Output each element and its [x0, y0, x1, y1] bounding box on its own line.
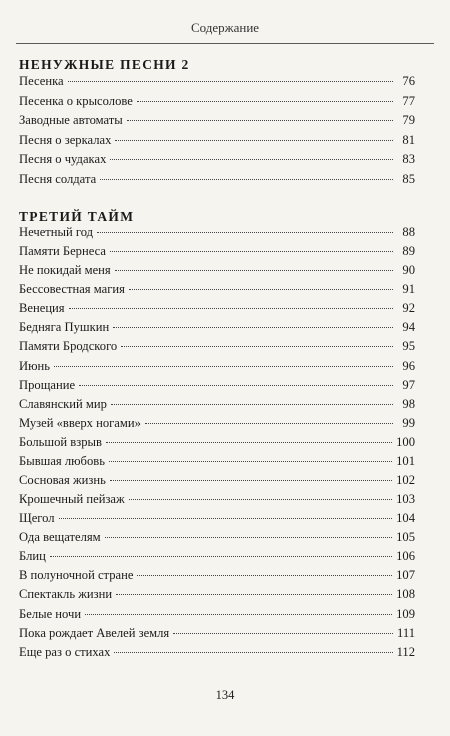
toc-entry-title: Песня солдата	[19, 171, 97, 186]
dot-leader	[68, 81, 393, 82]
toc-entry-page: 101	[396, 453, 415, 468]
toc-entry-page: 103	[396, 492, 415, 507]
dot-leader	[79, 385, 393, 386]
toc-entry-page: 77	[402, 93, 415, 108]
toc-entry	[19, 337, 415, 356]
dot-leader	[110, 251, 393, 252]
toc-entry-page: 79	[402, 113, 415, 127]
toc-entry-page: 112	[396, 644, 415, 659]
toc-entry-title: Крошечный пейзаж	[19, 492, 125, 507]
header-divider	[16, 43, 434, 44]
toc-entry-page: 83	[402, 152, 415, 166]
toc-entry-title: Музей «вверх ногами»	[19, 415, 141, 430]
dot-leader	[137, 101, 393, 102]
toc-entry-page: 92	[402, 301, 415, 316]
toc-entry-title: Бывшая любовь	[19, 453, 105, 468]
dot-leader	[110, 480, 392, 481]
toc-entry	[19, 242, 415, 261]
toc-entry-title: Песенка	[19, 74, 64, 88]
toc-entry-page: 104	[396, 511, 415, 526]
toc-list	[19, 72, 415, 189]
dot-leader	[110, 159, 393, 160]
toc-entry-title: Бедняга Пушкин	[19, 320, 110, 335]
toc-entry-page: 97	[402, 377, 415, 392]
toc-entry-page: 90	[402, 263, 415, 278]
toc-entry-page: 100	[396, 434, 415, 449]
toc-entry	[19, 318, 415, 337]
toc-entry-title: Сосновая жизнь	[19, 473, 106, 488]
dot-leader	[109, 461, 392, 462]
toc-entry	[19, 72, 415, 92]
dot-leader	[129, 289, 393, 290]
toc-entry-title: Памяти Бродского	[19, 339, 118, 354]
toc-entry-page: 99	[402, 415, 415, 430]
toc-entry	[19, 490, 415, 509]
toc-entry	[19, 624, 415, 643]
dot-leader	[145, 423, 393, 424]
toc-entry-title: Июнь	[19, 358, 50, 373]
toc-entry	[19, 357, 415, 376]
dot-leader	[121, 346, 393, 347]
running-header: Содержание	[190, 20, 260, 35]
dot-leader	[137, 575, 392, 576]
dot-leader	[100, 179, 393, 180]
toc-entry-page: 102	[396, 473, 415, 488]
toc-entry-page: 88	[402, 225, 415, 239]
toc-entry	[19, 111, 415, 131]
toc-entry-title: Заводные автоматы	[19, 113, 123, 127]
page-number: 134	[215, 688, 235, 702]
toc-entry-page: 91	[402, 282, 415, 297]
toc-entry	[19, 509, 415, 528]
toc-entry	[19, 547, 415, 566]
toc-entry-page: 108	[396, 587, 415, 602]
dot-leader	[111, 404, 393, 405]
toc-entry-title: Песенка о крысолове	[19, 93, 133, 108]
toc-entry-page: 81	[402, 132, 415, 147]
dot-leader	[115, 140, 393, 141]
toc-entry-title: Еще раз о стихах	[19, 644, 111, 659]
toc-entry-title: Памяти Бернеса	[19, 244, 106, 259]
toc-entry	[19, 605, 415, 624]
dot-leader	[115, 270, 393, 271]
dot-leader	[54, 366, 393, 367]
toc-entry-page: 111	[397, 625, 415, 640]
toc-entry-title: Песня о зеркалах	[19, 132, 112, 147]
toc-entry-title: Блиц	[19, 549, 46, 564]
toc-entry-title: Щегол	[19, 511, 55, 526]
toc-entry-page: 95	[402, 339, 415, 354]
toc-entry	[19, 643, 415, 662]
toc-entry-page: 98	[402, 396, 415, 411]
dot-leader	[127, 120, 393, 121]
toc-entry	[19, 566, 415, 585]
toc-entry-title: Нечетный год	[19, 225, 94, 239]
toc-entry-title: Спектакль жизни	[19, 587, 113, 602]
toc-entry-title: Бессовестная магия	[19, 282, 125, 297]
toc-entry-title: В полуночной стране	[19, 568, 134, 583]
dot-leader	[116, 594, 392, 595]
section-title: НЕНУЖНЫЕ ПЕСНИ 2	[19, 57, 190, 72]
toc-entry	[19, 452, 415, 471]
toc-list	[19, 223, 415, 662]
toc-entry-page: 94	[402, 320, 415, 335]
toc-entry-title: Венеция	[19, 301, 65, 316]
dot-leader	[114, 652, 392, 653]
toc-entry-title: Славянский мир	[19, 396, 107, 411]
toc-entry-page: 109	[396, 606, 415, 621]
toc-entry	[19, 261, 415, 280]
toc-entry-page: 76	[402, 74, 415, 88]
toc-entry-title: Белые ночи	[19, 606, 82, 621]
dot-leader	[105, 537, 392, 538]
toc-entry-page: 85	[402, 171, 415, 186]
dot-leader	[69, 308, 393, 309]
toc-entry-page: 105	[396, 530, 415, 545]
toc-entry	[19, 92, 415, 112]
toc-entry	[19, 395, 415, 414]
dot-leader	[85, 614, 392, 615]
toc-entry	[19, 433, 415, 452]
toc-entry	[19, 131, 415, 151]
toc-entry	[19, 585, 415, 604]
toc-entry	[19, 223, 415, 242]
toc-entry-page: 96	[402, 358, 415, 373]
toc-entry-title: Большой взрыв	[19, 434, 102, 449]
dot-leader	[113, 327, 393, 328]
toc-entry-title: Пока рождает Авелей земля	[19, 625, 170, 640]
dot-leader	[173, 633, 393, 634]
dot-leader	[50, 556, 392, 557]
toc-entry-page: 89	[402, 244, 415, 259]
toc-entry-title: Не покидай меня	[19, 263, 111, 278]
toc-entry	[19, 299, 415, 318]
toc-entry-title: Ода вещателям	[19, 530, 101, 545]
toc-entry	[19, 528, 415, 547]
toc-entry-page: 106	[396, 549, 415, 564]
toc-entry	[19, 170, 415, 190]
toc-entry	[19, 280, 415, 299]
toc-entry	[19, 414, 415, 433]
toc-entry-title: Песня о чудаках	[19, 152, 107, 166]
toc-entry	[19, 471, 415, 490]
toc-entry-page: 107	[396, 568, 415, 583]
dot-leader	[97, 232, 393, 233]
dot-leader	[59, 518, 393, 519]
section-title: ТРЕТИЙ ТАЙМ	[19, 209, 135, 224]
dot-leader	[106, 442, 392, 443]
toc-entry	[19, 376, 415, 395]
dot-leader	[129, 499, 392, 500]
toc-entry	[19, 150, 415, 170]
toc-entry-title: Прощание	[19, 377, 76, 392]
